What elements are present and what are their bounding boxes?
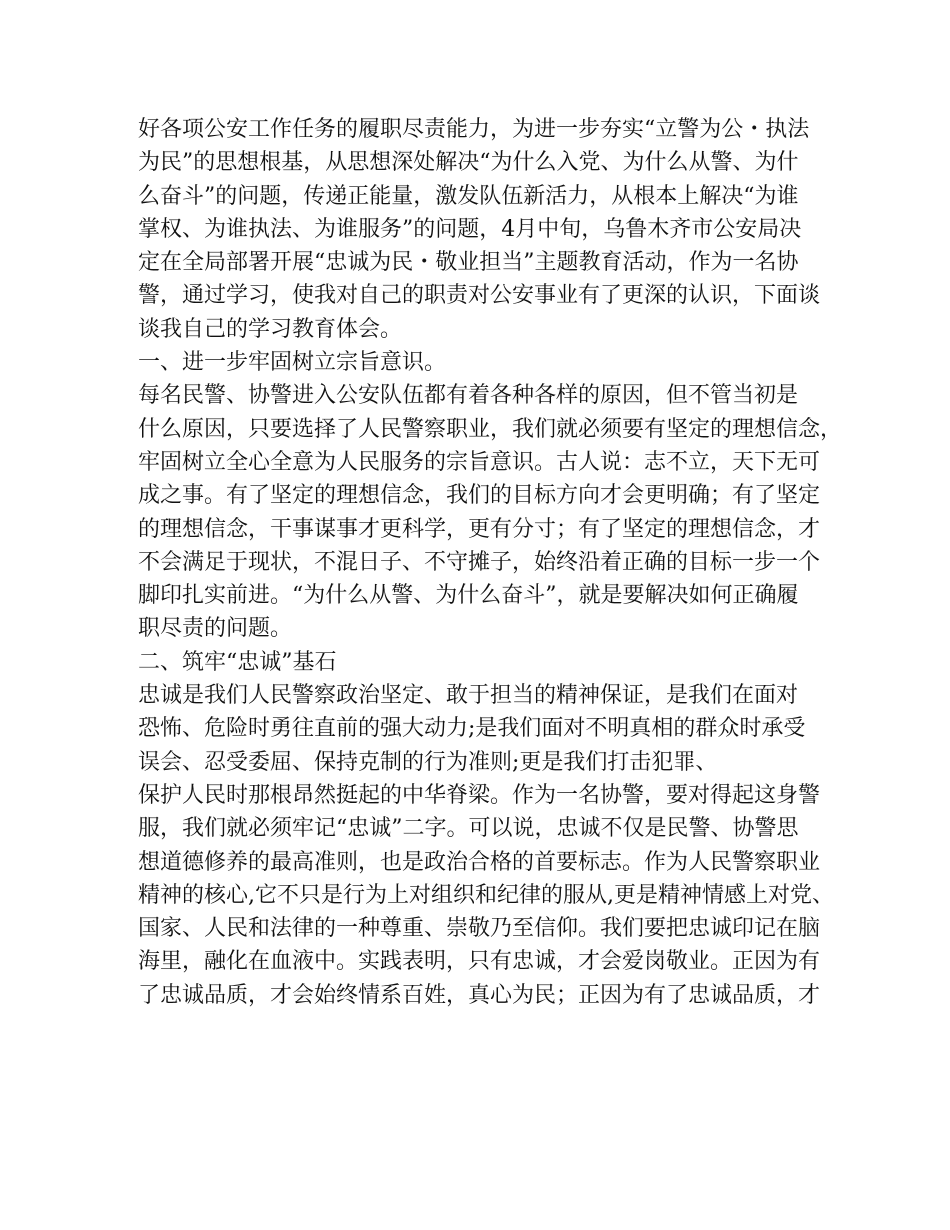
text-line: 成之事。有了坚定的理想信念，我们的目标方向才会更明确；有了坚定 (138, 483, 821, 509)
document-body-text (138, 113, 843, 1012)
text-line: 恐怖、危险时勇往直前的强大动力;是我们面对不明真相的群众时承受 (138, 716, 806, 742)
text-line: 想道德修养的最高准则，也是政治合格的首要标志。作为人民警察职业 (138, 849, 821, 875)
text-line: 海里，融化在血液中。实践表明，只有忠诚，才会爱岗敬业。正因为有 (138, 949, 821, 975)
text-line: 每名民警、协警进入公安队伍都有着各种各样的原因，但不管当初是 (138, 383, 799, 409)
text-line: 了忠诚品质，才会始终情系百姓，真心为民；正因为有了忠诚品质，才 (138, 982, 821, 1008)
text-line: 的理想信念，干事谋事才更科学，更有分寸；有了坚定的理想信念，才 (138, 516, 821, 542)
text-line: 掌权、为谁执法、为谁服务”的问题，4月中旬，乌鲁木齐市公安局决 (138, 216, 802, 242)
section-heading-1: 一、进一步牢固树立宗旨意识。 (138, 350, 447, 376)
text-line: 精神的核心,它不只是行为上对组织和纪律的服从,更是精神情感上对党、 (138, 882, 834, 908)
text-line: 职尽责的问题。 (138, 616, 293, 642)
text-line: 好各项公安工作任务的履职尽责能力，为进一步夯实“立警为公・执法 (138, 117, 810, 142)
text-line: 么奋斗”的问题，传递正能量，激发队伍新活力，从根本上解决“为谁 (138, 183, 799, 209)
text-line: 什么原因，只要选择了人民警察职业，我们就必须要有坚定的理想信念， (138, 416, 843, 442)
text-line: 谈我自己的学习教育体会。 (138, 316, 403, 342)
text-line: 定在全局部署开展“忠诚为民・敬业担当”主题教育活动，作为一名协 (138, 250, 799, 276)
text-line: 脚印扎实前进。“为什么从警、为什么奋斗”，就是要解决如何正确履 (138, 583, 799, 609)
text-line: 为民”的思想根基，从思想深处解决“为什么入党、为什么从警、为什 (138, 150, 799, 176)
text-line: 误会、忍受委屈、保持克制的行为准则;更是我们打击犯罪、 (138, 749, 718, 775)
text-line: 忠诚是我们人民警察政治坚定、敢于担当的精神保证，是我们在面对 (138, 683, 799, 709)
text-line: 国家、人民和法律的一种尊重、崇敬乃至信仰。我们要把忠诚印记在脑 (138, 916, 821, 942)
text-line: 警，通过学习，使我对自己的职责对公安事业有了更深的认识，下面谈 (138, 283, 821, 309)
text-line: 牢固树立全心全意为人民服务的宗旨意识。古人说：志不立，天下无可 (138, 449, 821, 475)
text-line: 不会满足于现状，不混日子、不守摊子，始终沿着正确的目标一步一个 (138, 549, 821, 575)
text-line: 保护人民时那根昂然挺起的中华脊梁。作为一名协警，要对得起这身警 (138, 782, 821, 808)
section-heading-2: 二、筑牢“忠诚”基石 (138, 649, 337, 675)
text-line: 服，我们就必须牢记“忠诚”二字。可以说，忠诚不仅是民警、协警思 (138, 816, 799, 842)
